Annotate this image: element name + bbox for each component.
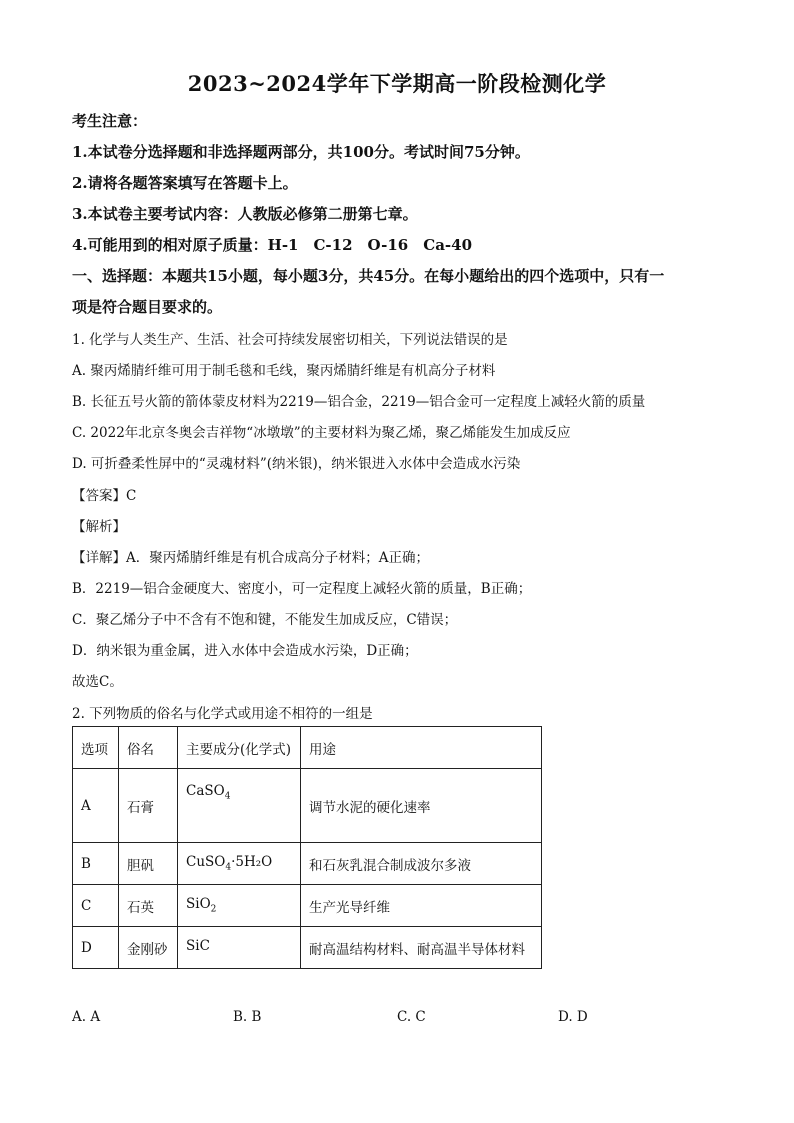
cell-name: 石英 — [119, 885, 178, 927]
header-cell-use: 用途 — [301, 727, 542, 769]
page-title: 2023~2024学年下学期高一阶段检测化学 — [187, 71, 607, 96]
cell-name: 石膏 — [119, 769, 178, 843]
section-heading-cont: 项是符合题目要求的。 — [72, 298, 223, 316]
cell-name: 金刚砂 — [119, 927, 178, 969]
choice-c: C. C — [397, 1009, 426, 1025]
cell-option: C — [73, 885, 119, 927]
header-cell-option: 选项 — [73, 727, 119, 769]
cell-formula: SiO$_2$ — [178, 885, 301, 927]
cell-use: 调节水泥的硬化速率 — [301, 769, 542, 843]
cell-option: D — [73, 927, 119, 969]
bracket-close-icon: 】 — [112, 519, 126, 535]
question-1-stem: 1. 化学与人类生产、生活、社会可持续发展密切相关，下列说法错误的是 — [72, 332, 508, 348]
cell-use: 生产光导纤维 — [301, 885, 542, 927]
question-1-option-a: A. 聚丙烯腈纤维可用于制毛毯和毛线，聚丙烯腈纤维是有机高分子材料 — [72, 363, 496, 379]
choice-d: D. D — [558, 1009, 588, 1025]
question-2-table — [72, 726, 542, 969]
question-1-option-d: D. 可折叠柔性屏中的“灵魂材料”(纳米银)，纳米银进入水体中会造成水污染 — [72, 456, 521, 472]
notice-item-1: 1.本试卷分选择题和非选择题两部分，共100分。考试时间75分钟。 — [72, 143, 530, 161]
bracket-open-icon: 【 — [72, 488, 86, 504]
cell-use: 耐高温结构材料、耐高温半导体材料 — [301, 927, 542, 969]
table-row — [73, 885, 542, 927]
question-1-option-c: C. 2022年北京冬奥会吉祥物“冰墩墩”的主要材料为聚乙烯，聚乙烯能发生加成反应 — [72, 425, 571, 441]
bracket-close-icon: 】 — [112, 488, 126, 504]
detail-line-1 — [72, 546, 429, 566]
table-row — [73, 769, 542, 843]
choice-b: B. B — [233, 1009, 262, 1025]
analysis-label: 解析 — [85, 519, 113, 535]
bracket-open-icon: 【 — [72, 519, 86, 535]
bracket-close-icon: 】 — [112, 550, 126, 566]
table-header-row — [73, 727, 542, 769]
answer-line — [72, 484, 136, 504]
cell-formula: CaSO$_4$ — [178, 769, 301, 843]
header-cell-name: 俗名 — [119, 727, 178, 769]
answer-label: 答案 — [85, 488, 113, 504]
cell-option: A — [73, 769, 119, 843]
bracket-open-icon: 【 — [72, 550, 86, 566]
detail-line-4: D．纳米银为重金属，进入水体中会造成水污染，D正确； — [72, 643, 418, 659]
notice-item-4: 4.可能用到的相对原子质量：H-1 C-12 O-16 Ca-40 — [72, 236, 473, 254]
answer-value: C — [126, 488, 137, 504]
detail-text-a: A．聚丙烯腈纤维是有机合成高分子材料；A正确； — [126, 550, 429, 566]
header-cell-formula: 主要成分(化学式) — [178, 727, 301, 769]
detail-conclusion: 故选C。 — [72, 674, 123, 690]
table-row — [73, 843, 542, 885]
cell-option: B — [73, 843, 119, 885]
cell-formula: CuSO$_4$·5H₂O — [178, 843, 301, 885]
table-row — [73, 927, 542, 969]
notice-item-3: 3.本试卷主要考试内容：人教版必修第二册第七章。 — [72, 205, 418, 223]
detail-label: 详解 — [85, 550, 113, 566]
choice-a: A. A — [72, 1009, 101, 1025]
detail-line-2: B．2219—铝合金硬度大、密度小，可一定程度上减轻火箭的质量，B正确； — [72, 581, 532, 597]
cell-use: 和石灰乳混合制成波尔多液 — [301, 843, 542, 885]
cell-name: 胆矾 — [119, 843, 178, 885]
detail-line-3: C．聚乙烯分子中不含有不饱和键，不能发生加成反应，C错误； — [72, 612, 458, 628]
notice-item-2: 2.请将各题答案填写在答题卡上。 — [72, 174, 298, 192]
section-heading: 一、选择题：本题共15小题，每小题3分，共45分。在每小题给出的四个选项中，只有一 — [72, 267, 665, 285]
question-1-option-b: B. 长征五号火箭的箭体蒙皮材料为2219—铝合金，2219—铝合金可一定程度上减轻火箭的质量 — [72, 394, 646, 410]
analysis-line — [72, 515, 126, 535]
question-2-stem: 2. 下列物质的俗名与化学式或用途不相符的一组是 — [72, 706, 373, 722]
cell-formula: SiC — [178, 927, 301, 969]
notice-heading: 考生注意： — [72, 112, 148, 130]
